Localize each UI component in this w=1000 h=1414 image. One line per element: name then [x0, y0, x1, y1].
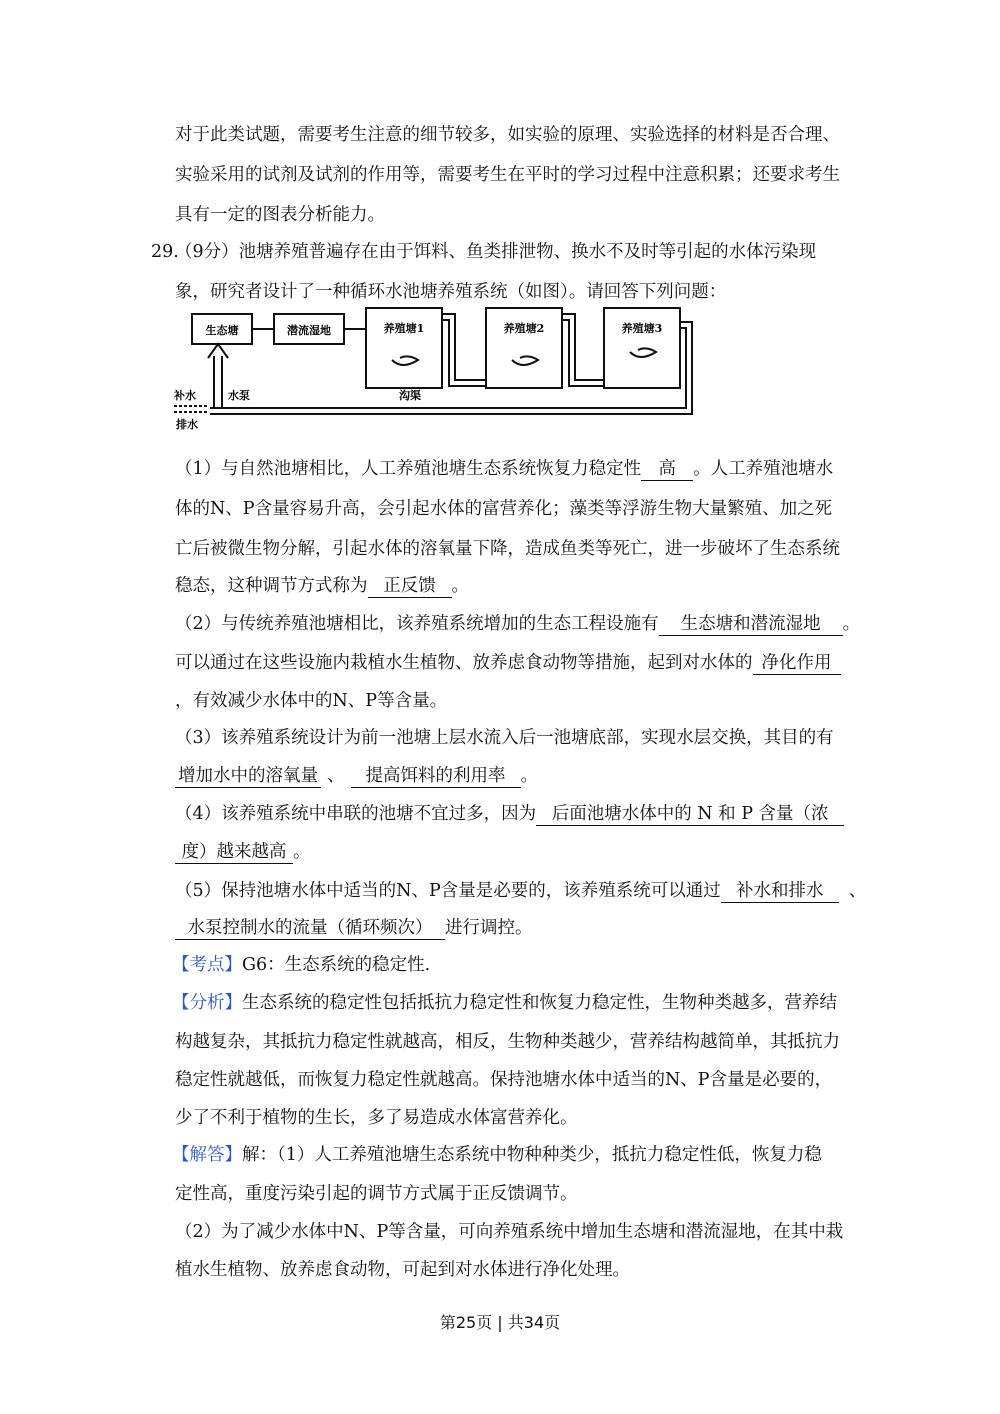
- part-1-line-2: 体的N、P含量容易升高，会引起水体的富营养化；藻类等浮游生物大量繁殖、加之死: [175, 499, 833, 519]
- pond-2-box: [486, 308, 562, 388]
- page-footer: 第25页 | 共34页: [439, 1313, 561, 1332]
- answer-2-2: 净化作用: [753, 652, 841, 675]
- answer-1-2: 正反馈: [368, 575, 452, 598]
- fenxi-line-2: 构越复杂，其抵抗力稳定性就越高，相反，生物种类越少，营养结构越简单，其抵抗力: [175, 1032, 840, 1052]
- part-2-line-3: ，有效减少水体中的N、P等含量。: [175, 691, 448, 711]
- part-4-line-2: 度）越来越高 。: [175, 840, 311, 864]
- part-1-line-1: （1）与自然池塘相比，人工养殖池塘生态系统恢复力稳定性 高 。人工养殖池塘水: [175, 459, 834, 479]
- answer-5-1: 补水和排水: [721, 880, 839, 903]
- fenxi-line-1: 【分析】生态系统的稳定性包括抵抗力稳定性和恢复力稳定性，生物种类越多，营养结: [172, 993, 837, 1013]
- jieda-line-4: 植水生植物、放养虑食动物，可起到对水体进行净化处理。: [175, 1260, 630, 1280]
- intro-line-1: 对于此类试题，需要考生注意的细节较多，如实验的原理、实验选择的材料是否合理、: [175, 125, 840, 145]
- fenxi-line-4: 少了不利于植物的生长，多了易造成水体富营养化。: [175, 1108, 578, 1128]
- pond-3-label: 养殖塘3: [621, 322, 663, 335]
- kaodian-tag: 【考点】: [172, 955, 242, 975]
- pond-1-label: 养殖塘1: [383, 322, 425, 335]
- part-4-line-1: （4）该养殖系统中串联的池塘不宜过多，因为 后面池塘水体中的 N 和 P 含量（浓: [175, 802, 844, 826]
- wetland-label: 潜流湿地: [287, 324, 331, 337]
- answer-4-1: 后面池塘水体中的 N 和 P 含量（浓: [536, 803, 844, 826]
- fenxi-tag: 【分析】: [172, 993, 242, 1013]
- part-3-line-2: 增加水中的溶氧量 、 提高饵料的利用率 。: [175, 764, 538, 788]
- jieda-line-3: （2）为了减少水体中N、P等含量，可向养殖系统中增加生态塘和潜流湿地，在其中栽: [175, 1222, 844, 1242]
- jieda-line-2: 定性高，重度污染引起的调节方式属于正反馈调节。: [175, 1184, 578, 1204]
- fish-icon-2: [512, 356, 538, 365]
- question-stem-1: （9分）池塘养殖普遍存在由于饵料、鱼类排泄物、换水不及时等引起的水体污染现: [175, 242, 817, 262]
- answer-3-2: 提高饵料的利用率: [351, 765, 521, 788]
- part-1-line-4: 稳态，这种调节方式称为 正反馈 。: [175, 576, 469, 596]
- eco-pond-label: 生态塘: [205, 324, 239, 337]
- channel-label: 沟渠: [399, 389, 421, 402]
- jieda-tag: 【解答】: [172, 1145, 242, 1165]
- refill-label: 补水: [174, 389, 196, 402]
- part-2-line-1: （2）与传统养殖池塘相比，该养殖系统增加的生态工程设施有 生态塘和潜流湿地 。: [175, 614, 861, 634]
- fish-icon-1: [392, 356, 418, 365]
- answer-2-1: 生态塘和潜流湿地: [659, 613, 843, 636]
- fenxi-line-3: 稳定性就越低，而恢复力稳定性就越高。保持池塘水体中适当的N、P含量是必要的，: [175, 1070, 833, 1090]
- part-5-line-1: （5）保持池塘水体中适当的N、P含量是必要的，该养殖系统可以通过 补水和排水 、: [175, 881, 867, 901]
- answer-5-2: 水泵控制水的流量（循环频次）: [175, 917, 445, 940]
- part-5-line-2: 水泵控制水的流量（循环频次） 进行调控。: [175, 916, 533, 940]
- part-2-line-2: 可以通过在这些设施内栽植水生植物、放养虑食动物等措施，起到对水体的 净化作用: [175, 651, 841, 675]
- part-3-line-1: （3）该养殖系统设计为前一池塘上层水流入后一池塘底部，实现水层交换，其目的有: [175, 728, 834, 748]
- question-number: 29.: [151, 242, 179, 262]
- pump-label: 水泵: [228, 389, 250, 402]
- pond-system-diagram: [170, 302, 710, 442]
- intro-line-2: 实验采用的试剂及试剂的作用等，需要考生在平时的学习过程中注意积累；还要求考生: [175, 165, 840, 185]
- pond-1-box: [366, 308, 442, 388]
- answer-1-1: 高: [641, 458, 693, 481]
- answer-3-1: 增加水中的溶氧量: [175, 765, 321, 788]
- answer-4-2: 度）越来越高: [175, 841, 293, 864]
- question-stem-2: 象，研究者设计了一种循环水池塘养殖系统（如图）。请回答下列问题：: [175, 282, 727, 302]
- part-1-line-3: 亡后被微生物分解，引起水体的溶氧量下降，造成鱼类等死亡，进一步破坏了生态系统: [175, 539, 840, 559]
- jieda-line-1: 【解答】解：（1）人工养殖池塘生态系统中物种种类少，抵抗力稳定性低，恢复力稳: [172, 1145, 822, 1165]
- kaodian-line: 【考点】G6：生态系统的稳定性.: [172, 955, 431, 975]
- drain-label: 排水: [176, 418, 198, 431]
- pond-2-label: 养殖塘2: [503, 322, 545, 335]
- intro-line-3: 具有一定的图表分析能力。: [175, 205, 385, 225]
- fish-icon-3: [630, 348, 656, 357]
